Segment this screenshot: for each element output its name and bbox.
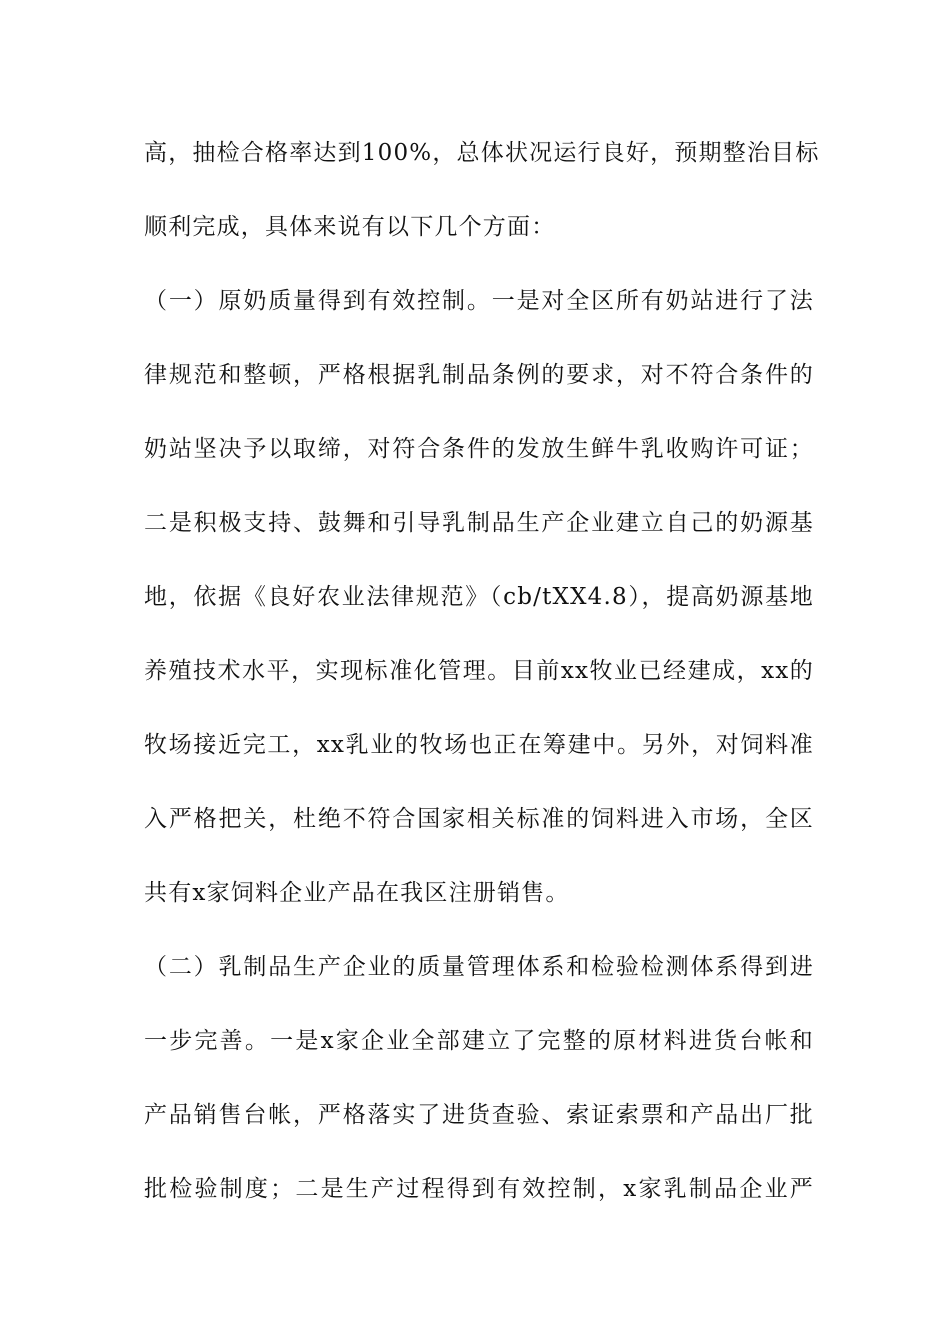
text-line-2: 顺利完成，具体来说有以下几个方面： bbox=[144, 214, 556, 240]
text-line-13: 一步完善。一是x家企业全部建立了完整的原材料进货台帐和 bbox=[144, 1028, 814, 1054]
text-line-8: 养殖技术水平，实现标准化管理。目前xx牧业已经建成，xx的 bbox=[144, 658, 814, 684]
text-line-1: 高，抽检合格率达到100%，总体状况运行良好，预期整治目标 bbox=[144, 140, 820, 166]
text-line-4: 律规范和整顿，严格根据乳制品条例的要求，对不符合条件的 bbox=[144, 362, 814, 388]
text-line-14: 产品销售台帐，严格落实了进货查验、索证索票和产品出厂批 bbox=[144, 1102, 814, 1128]
text-line-5: 奶站坚决予以取缔，对符合条件的发放生鲜牛乳收购许可证； bbox=[144, 436, 814, 462]
text-line-3: （一）原奶质量得到有效控制。一是对全区所有奶站进行了法 bbox=[144, 288, 814, 314]
text-line-11: 共有x家饲料企业产品在我区注册销售。 bbox=[144, 880, 570, 906]
text-line-10: 入严格把关，杜绝不符合国家相关标准的饲料进入市场，全区 bbox=[144, 806, 814, 832]
text-line-6: 二是积极支持、鼓舞和引导乳制品生产企业建立自己的奶源基 bbox=[144, 510, 814, 536]
text-line-15: 批检验制度；二是生产过程得到有效控制，x家乳制品企业严 bbox=[144, 1176, 814, 1202]
text-line-9: 牧场接近完工，xx乳业的牧场也正在筹建中。另外，对饲料准 bbox=[144, 732, 814, 758]
text-line-7: 地，依据《良好农业法律规范》（cb/tXX4.8），提高奶源基地 bbox=[144, 584, 814, 610]
text-line-12: （二）乳制品生产企业的质量管理体系和检验检测体系得到进 bbox=[144, 954, 814, 980]
